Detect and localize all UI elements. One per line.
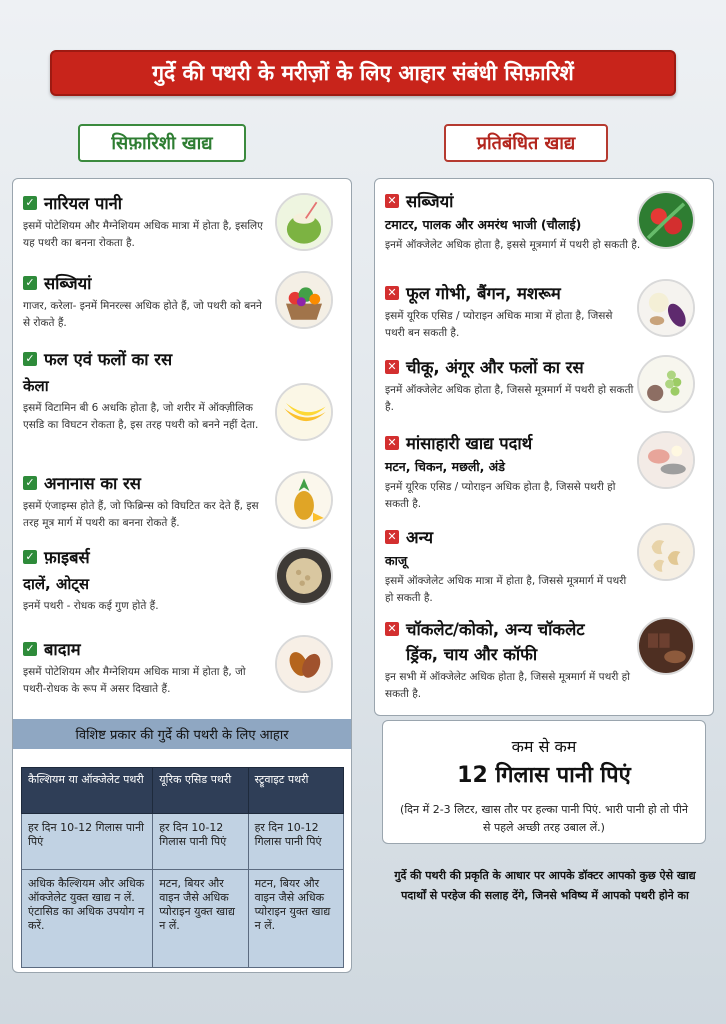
restricted-panel: [374, 178, 714, 716]
restricted-item: [385, 617, 647, 703]
cross-icon: ✕: [385, 194, 399, 208]
recommended-heading: सिफ़ारिशी खाद्य: [78, 124, 246, 162]
restricted-item: [385, 189, 641, 254]
restricted-item: [385, 525, 635, 607]
cross-icon: ✕: [385, 436, 399, 450]
item-name: अनानास का रस: [44, 474, 141, 493]
table-header: कैल्शियम या ऑक्जेलेट पथरी: [22, 768, 153, 814]
item-name-cont: ड्रिंक, चाय और कॉफी: [406, 645, 538, 664]
item-desc: इनमें यूरिक एसिड / प्योराइन अधिक होता है, जिससे पथरी हो सकती है.: [385, 481, 616, 510]
recommended-item: [23, 271, 271, 332]
water-intake-box: [382, 720, 706, 844]
item-desc: इसमें एंजाइम्स होते हैं, जो फिब्रिन्स को विघटित कर देते हैं, इस तरह मूत्र मार्ग में पथरी का बनना रोकते हैं.: [23, 500, 259, 529]
almond-icon: [275, 635, 333, 693]
restricted-item: [385, 355, 635, 416]
cauliflower-eggplant-icon: [637, 279, 695, 337]
item-name: सब्जियां: [44, 274, 92, 293]
coconut-icon: [275, 193, 333, 251]
oats-icon: [275, 547, 333, 605]
grapes-chikoo-icon: [637, 355, 695, 413]
item-desc: इनमें ऑक्जेलेट अधिक होता है, जिससे मूत्रमार्ग में पथरी हो सकती है.: [385, 384, 634, 413]
check-icon: ✓: [23, 550, 37, 564]
check-icon: ✓: [23, 276, 37, 290]
water-line3: (दिन में 2-3 लिटर, खास तौर पर हल्का पानी पिएं. भारी पानी हो तो पीने से पहले अच्छी तरह उबाल लें.): [400, 803, 688, 834]
recommended-panel: [12, 178, 352, 973]
item-desc: इनमें पथरी - रोधक कई गुण होते हैं.: [23, 600, 159, 612]
item-name: फल एवं फलों का रस: [44, 350, 173, 369]
recommended-item: [23, 471, 273, 532]
water-line2: 12 गिलास पानी पिएं: [457, 763, 631, 788]
check-icon: ✓: [23, 352, 37, 366]
recommended-item: [23, 191, 271, 252]
table-cell: मटन, बियर और वाइन जैसे अधिक प्योराइन युक्त खाद्य न लें.: [248, 870, 343, 968]
item-sub: केला: [23, 377, 49, 395]
doctor-note: गुर्दे की पथरी की प्रकृति के आधार पर आपके डॉक्टर आपको कुछ ऐसे खाद्य पदार्थों से परहेज की सलाह देंगे, जिनसे भविष्य में आपको पथरी होने का: [394, 869, 696, 902]
item-desc: इसमें पोटेशियम और मैग्नेशियम अधिक मात्रा में होता है, जो पथरी-रोधक के रूप में असर दिखाते हैं.: [23, 666, 246, 695]
table-cell: हर दिन 10-12 गिलास पानी पिएं: [22, 814, 153, 870]
item-name: फ़ाइबर्स: [44, 548, 90, 567]
restricted-item: [385, 431, 635, 513]
table-row: [22, 870, 344, 968]
item-name: चॉकलेट/कोको, अन्य चॉकलेट: [406, 620, 585, 639]
banana-icon: [275, 383, 333, 441]
recommended-item: [23, 347, 273, 434]
item-sub: मटन, चिकन, मछली, अंडे: [385, 459, 505, 474]
recommended-item: [23, 637, 263, 698]
item-name: बादाम: [44, 640, 81, 659]
check-icon: ✓: [23, 476, 37, 490]
item-name: नारियल पानी: [44, 194, 123, 213]
table-cell: हर दिन 10-12 गिलास पानी पिएं: [248, 814, 343, 870]
item-name: सब्जियां: [406, 192, 454, 211]
meat-fish-icon: [637, 431, 695, 489]
cross-icon: ✕: [385, 530, 399, 544]
item-sub: दालें, ओट्स: [23, 575, 89, 593]
item-desc: इसमें पोटेशियम और मैग्नेशियम अधिक मात्रा में होता है, इसलिए यह पथरी का बनना रोकता है.: [23, 220, 263, 249]
item-name: चीकू, अंगूर और फलों का रस: [406, 358, 584, 377]
item-desc: इसमें ऑक्जेलेट अधिक मात्रा में होता है, जिससे मूत्रमार्ग में पथरी हो सकती है.: [385, 575, 627, 604]
item-name: फूल गोभी, बैंगन, मशरूम: [406, 284, 561, 303]
table-cell: अधिक कैल्शियम और अधिक ऑक्जेलेट युक्त खाद्य न लें. एंटासिड का अधिक उपयोग न करें.: [22, 870, 153, 968]
cross-icon: ✕: [385, 360, 399, 374]
item-name: मांसाहारी खाद्य पदार्थ: [406, 434, 533, 453]
item-desc: इन सभी में ऑक्जेलेट अधिक होता है, जिससे मूत्रमार्ग में पथरी हो सकती है.: [385, 671, 630, 700]
page-title: गुर्दे की पथरी के मरीज़ों के लिए आहार संबंधी सिफ़ारिशें: [50, 50, 676, 96]
item-desc: इसमें विटामिन बी 6 अधकि होता है, जो शरीर में ऑक्ज़ीलिक एसडि का विघटन रोकता है, इस तरह पथरी को बनने नहीं देता.: [23, 402, 259, 431]
table-cell: हर दिन 10-12 गिलास पानी पिएं: [153, 814, 248, 870]
item-sub: काजू: [385, 553, 408, 568]
item-desc: इनमें ऑक्जेलेट अधिक होता है, इससे मूत्रमार्ग में पथरी हो सकती है.: [385, 239, 641, 251]
stone-type-table: [21, 767, 344, 968]
check-icon: ✓: [23, 642, 37, 656]
restricted-item: [385, 281, 635, 342]
pineapple-icon: [275, 471, 333, 529]
cross-icon: ✕: [385, 622, 399, 636]
water-line1: कम से कम: [511, 737, 577, 756]
table-cell: मटन, बियर और वाइन जैसे अधिक प्योराइन युक्त खाद्य न लें.: [153, 870, 248, 968]
chocolate-icon: [637, 617, 695, 675]
item-desc: इसमें यूरिक एसिड / प्योराइन अधिक मात्रा में होता है, जिससे पथरी बन सकती है.: [385, 310, 613, 339]
table-header: यूरिक एसिड पथरी: [153, 768, 248, 814]
item-sub: टमाटर, पालक और अमरंथ भाजी (चौलाई): [385, 217, 582, 232]
check-icon: ✓: [23, 196, 37, 210]
restricted-heading: प्रतिबंधित खाद्य: [444, 124, 608, 162]
cross-icon: ✕: [385, 286, 399, 300]
table-header: स्ट्रूवाइट पथरी: [248, 768, 343, 814]
vegetable-basket-icon: [275, 271, 333, 329]
recommended-item: [23, 545, 273, 615]
cashew-icon: [637, 523, 695, 581]
item-name: अन्य: [406, 528, 434, 547]
item-desc: गाजर, करेला- इनमें मिनरल्स अधिक होते हैं, जो पथरी को बनने से रोकते हैं.: [23, 300, 262, 329]
table-row: [22, 814, 344, 870]
tomato-spinach-icon: [637, 191, 695, 249]
special-diet-heading: विशिष्ट प्रकार की गुर्दे की पथरी के लिए आहार: [13, 719, 351, 749]
